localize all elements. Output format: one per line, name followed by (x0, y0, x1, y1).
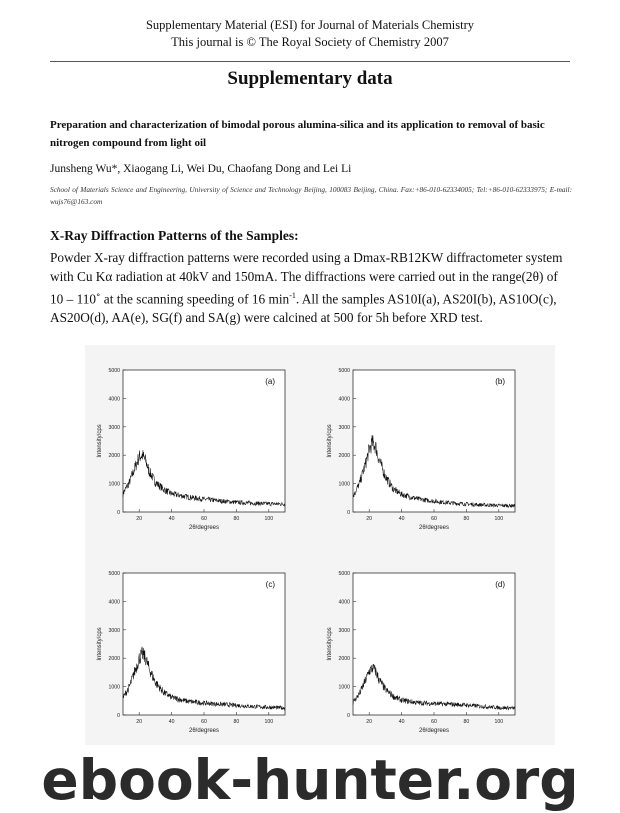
panel-label: (b) (495, 377, 505, 386)
x-tick-label: 100 (264, 719, 274, 725)
x-tick-label: 60 (431, 719, 437, 725)
y-tick-label: 1000 (338, 684, 350, 691)
y-tick-label: 3000 (338, 627, 350, 634)
y-tick-label: 4000 (108, 396, 120, 403)
y-tick-label: 4000 (338, 396, 350, 403)
y-tick-label: 3000 (338, 424, 350, 431)
journal-header-line-2: This journal is © The Royal Society of Chemistry 2007 (171, 35, 449, 49)
x-tick-label: 80 (233, 516, 240, 522)
x-tick-label: 100 (264, 516, 274, 522)
xrd-panel-b (327, 368, 515, 531)
y-tick-label: 5000 (338, 368, 350, 374)
y-axis-label: Intensity/cps (327, 627, 333, 661)
x-axis-label: 2θ/degrees (188, 728, 220, 734)
x-tick-label: 20 (366, 719, 373, 725)
x-axis-label: 2θ/degrees (418, 728, 450, 734)
y-tick-label: 0 (117, 510, 120, 516)
x-tick-label: 40 (168, 719, 175, 725)
journal-header-line-1: Supplementary Material (ESI) for Journal of Materials Chemistry (145, 18, 475, 32)
author-list: Junsheng Wu*, Xiaogang Li, Wei Du, Chaofang Dong and Lei Li (50, 163, 352, 175)
body-paragraph (50, 248, 572, 327)
y-tick-label: 4000 (338, 599, 350, 606)
x-tick-label: 40 (398, 516, 405, 522)
y-tick-label: 3000 (108, 424, 120, 431)
plot-frame (353, 370, 515, 512)
x-axis-label: 2θ/degrees (188, 525, 220, 531)
xrd-panel-c (97, 571, 285, 734)
paragraph-part-2: . All the samples AS10I(a), AS20I(b), AS10O(c), AS20O(d), AA(e), SG(f) and SA(g) were calcined at 500 for 5h before XRD test. (50, 291, 557, 326)
y-tick-label: 5000 (338, 571, 350, 577)
section-heading: X-Ray Diffraction Patterns of the Samples: (50, 228, 299, 243)
page-title: Supplementary data (227, 68, 393, 89)
x-tick-label: 60 (201, 516, 207, 522)
xrd-figure-panels (85, 345, 555, 745)
x-tick-label: 40 (168, 516, 175, 522)
plot-frame (353, 573, 515, 715)
y-tick-label: 3000 (108, 627, 120, 634)
panel-label: (a) (265, 377, 275, 386)
y-tick-label: 2000 (338, 656, 350, 663)
watermark-text: ebook-hunter.org (41, 748, 579, 812)
panel-label: (c) (265, 580, 275, 589)
y-tick-label: 2000 (108, 453, 120, 460)
y-tick-label: 5000 (108, 368, 120, 374)
y-tick-label: 0 (347, 510, 350, 516)
paragraph-superscript: -1 (289, 291, 296, 300)
y-axis-label: Intensity/cps (97, 424, 103, 458)
y-tick-label: 1000 (108, 684, 120, 691)
x-tick-label: 80 (463, 516, 470, 522)
y-axis-label: Intensity/cps (97, 627, 103, 661)
y-axis-label: Intensity/cps (327, 424, 333, 458)
x-tick-label: 60 (201, 719, 207, 725)
plot-frame (123, 573, 285, 715)
x-tick-label: 80 (463, 719, 470, 725)
panel-label: (d) (495, 580, 505, 589)
y-tick-label: 4000 (108, 599, 120, 606)
y-tick-label: 2000 (338, 453, 350, 460)
y-tick-label: 0 (117, 713, 120, 719)
y-tick-label: 5000 (108, 571, 120, 577)
plot-frame (123, 370, 285, 512)
x-tick-label: 40 (398, 719, 405, 725)
x-tick-label: 100 (494, 516, 504, 522)
y-tick-label: 0 (347, 713, 350, 719)
y-tick-label: 2000 (108, 656, 120, 663)
affiliation: School of Materials Science and Engineering, University of Science and Technology Beijing, 100083 Beijing, China. Fax:+86-010-62334005; Tel:+86-010-62333975; E-mail: wujs76@163.com (50, 185, 572, 206)
x-tick-label: 100 (494, 719, 504, 725)
paragraph-part-1: Powder X-ray diffraction patterns were recorded using a Dmax-RB12KW diffractometer system with Cu Kα radiation at 40kV and 150mA. The diffractions were carried out in the range(2θ) of 10 – 110˚ at the scanning speeding of 16 min (50, 250, 563, 307)
paper-title: Preparation and characterization of bimodal porous alumina-silica and its application to removal of basic nitrogen compound from light oil (50, 119, 545, 149)
xrd-panel-d (327, 571, 515, 734)
x-axis-label: 2θ/degrees (418, 525, 450, 531)
x-tick-label: 20 (136, 719, 143, 725)
x-tick-label: 60 (431, 516, 437, 522)
y-tick-label: 1000 (108, 481, 120, 488)
xrd-panel-a (97, 368, 285, 531)
x-tick-label: 20 (136, 516, 143, 522)
x-tick-label: 80 (233, 719, 240, 725)
header-divider (50, 61, 570, 62)
y-tick-label: 1000 (338, 481, 350, 488)
x-tick-label: 20 (366, 516, 373, 522)
